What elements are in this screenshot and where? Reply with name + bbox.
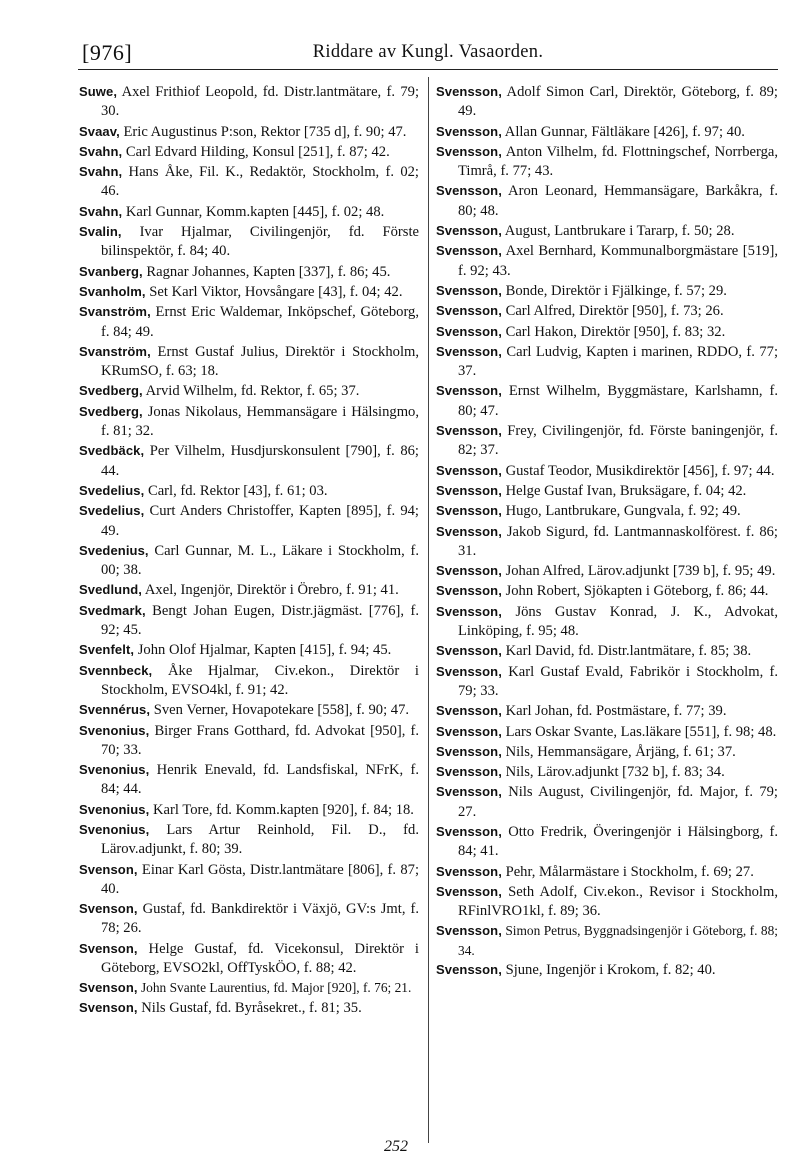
entry-details: Curt Anders Christoffer, Kapten [895], f. 94; 49. bbox=[101, 503, 419, 539]
entry-details: Nils August, Civilingenjör, fd. Major, f. 79; 27. bbox=[458, 784, 778, 820]
entry-surname: Svahn, bbox=[79, 143, 123, 159]
entry-surname: Svensson, bbox=[436, 523, 502, 539]
entry-details: Nils, Hemmansägare, Årjäng, f. 61; 37. bbox=[501, 743, 736, 760]
register-entry bbox=[436, 481, 778, 501]
register-entry bbox=[79, 402, 419, 442]
entry-surname: Svensson, bbox=[436, 143, 502, 159]
entry-details: Helge Gustaf Ivan, Bruksägare, f. 04; 42. bbox=[501, 482, 747, 499]
entry-surname: Svensson, bbox=[436, 962, 502, 978]
right-column bbox=[436, 82, 778, 980]
page-header bbox=[78, 36, 778, 66]
entry-details: Birger Frans Gotthard, fd. Advokat [950], f. 70; 33. bbox=[101, 722, 419, 758]
register-entry bbox=[79, 661, 419, 701]
register-entry bbox=[436, 142, 778, 182]
entry-surname: Svenonius, bbox=[79, 821, 150, 837]
entry-details: Adolf Simon Carl, Direktör, Göteborg, f. 89; 49. bbox=[458, 84, 778, 120]
register-entry bbox=[436, 501, 778, 521]
register-entry bbox=[79, 541, 419, 581]
entry-details: Allan Gunnar, Fältläkare [426], f. 97; 40. bbox=[501, 123, 745, 140]
register-entry bbox=[79, 122, 419, 142]
entry-surname: Svedberg, bbox=[79, 383, 143, 399]
entry-surname: Suwe, bbox=[79, 84, 118, 99]
register-entry bbox=[79, 721, 419, 761]
entry-details: Gustaf Teodor, Musikdirektör [456], f. 97; 44. bbox=[501, 462, 775, 479]
page-folio: 252 bbox=[384, 1138, 408, 1155]
register-entry bbox=[79, 381, 419, 401]
entry-surname: Svenson, bbox=[79, 901, 138, 917]
entry-surname: Svensson, bbox=[436, 323, 502, 339]
register-entry bbox=[79, 640, 419, 660]
entry-details: Sven Verner, Hovapotekare [558], f. 90; 47. bbox=[150, 702, 410, 719]
register-entry bbox=[79, 601, 419, 641]
register-entry bbox=[436, 301, 778, 321]
register-entry bbox=[436, 281, 778, 301]
entry-surname: Svensson, bbox=[436, 603, 502, 619]
page-number: [976] bbox=[82, 40, 133, 65]
entry-details: Carl Hakon, Direktör [950], f. 83; 32. bbox=[501, 323, 726, 340]
register-entry bbox=[79, 760, 419, 800]
entry-surname: Svensson, bbox=[436, 563, 502, 579]
entry-details: Sjune, Ingenjör i Krokom, f. 82; 40. bbox=[501, 962, 716, 979]
entry-details: Frey, Civilingenjör, fd. Förste baningenjör, f. 82; 37. bbox=[458, 423, 778, 459]
entry-details: Aron Leonard, Hemmansägare, Barkåkra, f. 80; 48. bbox=[458, 183, 778, 219]
entry-details: Carl Ludvig, Kapten i marinen, RDDO, f. 77; 37. bbox=[458, 343, 778, 380]
entry-surname: Svensson, bbox=[436, 282, 502, 298]
entry-details: Arvid Wilhelm, fd. Rektor, f. 65; 37. bbox=[142, 383, 360, 400]
entry-details: John Olof Hjalmar, Kapten [415], f. 94; 45. bbox=[134, 642, 392, 659]
register-entry bbox=[79, 820, 419, 860]
entry-surname: Svanholm, bbox=[79, 283, 146, 299]
register-entry bbox=[436, 581, 778, 601]
entry-surname: Svensson, bbox=[436, 723, 502, 739]
register-entry bbox=[79, 998, 419, 1018]
column-divider bbox=[428, 77, 429, 1143]
register-entry bbox=[79, 342, 419, 382]
entry-details: Eric Augustinus P:son, Rektor [735 d], f. 90; 47. bbox=[119, 123, 407, 140]
entry-surname: Svensson, bbox=[436, 462, 502, 478]
entry-surname: Svedenius, bbox=[79, 542, 149, 558]
register-entry bbox=[436, 602, 778, 642]
entry-surname: Svenonius, bbox=[79, 801, 150, 817]
entry-details: Nils, Lärov.adjunkt [732 b], f. 83; 34. bbox=[501, 764, 725, 781]
entry-details: Carl, fd. Rektor [43], f. 61; 03. bbox=[144, 482, 328, 499]
entry-surname: Svensson, bbox=[436, 482, 502, 498]
entry-surname: Svennbeck, bbox=[79, 662, 153, 678]
entry-details: Carl Gunnar, M. L., Läkare i Stockholm, f. 00; 38. bbox=[101, 542, 419, 579]
entry-details: Set Karl Viktor, Hovsångare [43], f. 04; 42. bbox=[145, 283, 403, 300]
entry-surname: Svensson, bbox=[436, 923, 502, 939]
entry-surname: Svahn, bbox=[79, 203, 123, 219]
entry-details: John Svante Laurentius, fd. Major [920], f. 76; 21. bbox=[137, 980, 412, 996]
entry-details: Karl David, fd. Distr.lantmätare, f. 85; 38. bbox=[501, 643, 752, 660]
register-entry bbox=[436, 82, 778, 122]
entry-surname: Svensson, bbox=[436, 223, 502, 239]
register-entry bbox=[79, 142, 419, 162]
entry-details: Axel Frithiof Leopold, fd. Distr.lantmätare, f. 79; 30. bbox=[101, 84, 419, 120]
entry-details: Karl Johan, fd. Postmästare, f. 77; 39. bbox=[501, 703, 727, 720]
running-title: Riddare av Kungl. Vasaorden. bbox=[312, 42, 544, 62]
entry-details: Nils Gustaf, fd. Byråsekret., f. 81; 35. bbox=[137, 999, 362, 1016]
entry-surname: Svensson, bbox=[436, 383, 502, 399]
entry-details: John Robert, Sjökapten i Göteborg, f. 86; 44. bbox=[501, 583, 769, 600]
register-entry bbox=[79, 202, 419, 222]
entry-surname: Svanberg, bbox=[79, 263, 143, 279]
register-entry bbox=[79, 162, 419, 202]
register-entry bbox=[436, 122, 778, 142]
entry-details: Otto Fredrik, Överingenjör i Hälsingborg, f. 84; 41. bbox=[458, 823, 778, 860]
register-entry bbox=[79, 899, 419, 939]
entry-surname: Svedberg, bbox=[79, 403, 143, 419]
entry-surname: Svensson, bbox=[436, 183, 502, 199]
entry-details: Johan Alfred, Lärov.adjunkt [739 b], f. 95; 49. bbox=[501, 563, 776, 580]
entry-surname: Svaav, bbox=[79, 123, 120, 139]
register-entry bbox=[436, 782, 778, 822]
entry-surname: Svedelius, bbox=[79, 503, 145, 519]
entry-surname: Svanström, bbox=[79, 343, 151, 359]
entry-details: Henrik Enevald, fd. Landsfiskal, NFrK, f. 84; 44. bbox=[101, 762, 419, 798]
entry-surname: Svedmark, bbox=[79, 602, 146, 618]
entry-details: Axel, Ingenjör, Direktör i Örebro, f. 91; 41. bbox=[142, 582, 399, 599]
register-entry bbox=[79, 700, 419, 720]
entry-surname: Svensson, bbox=[436, 703, 502, 719]
entry-details: Axel Bernhard, Kommunalborgmästare [519], f. 92; 43. bbox=[458, 243, 778, 279]
entry-details: Simon Petrus, Byggnadsingenjör i Göteborg, f. 88; 34. bbox=[458, 923, 778, 958]
register-entry bbox=[436, 641, 778, 661]
entry-details: Gustaf, fd. Bankdirektör i Växjö, GV:s Jmt, f. 78; 26. bbox=[101, 901, 419, 937]
entry-details: Ernst Gustaf Julius, Direktör i Stockholm, KRumSO, f. 63; 18. bbox=[101, 343, 419, 380]
entry-surname: Svensson, bbox=[436, 663, 502, 679]
entry-surname: Svensson, bbox=[436, 883, 502, 899]
register-entry bbox=[436, 342, 778, 382]
entry-details: Åke Hjalmar, Civ.ekon., Direktör i Stockholm, EVSO4kl, f. 91; 42. bbox=[101, 662, 419, 698]
entry-surname: Svenonius, bbox=[79, 762, 150, 778]
left-column bbox=[79, 82, 419, 1018]
entry-surname: Svahn, bbox=[79, 164, 123, 180]
entry-details: August, Lantbrukare i Tararp, f. 50; 28. bbox=[501, 223, 735, 240]
entry-details: Karl Tore, fd. Komm.kapten [920], f. 84; 18. bbox=[149, 801, 414, 818]
entry-details: Per Vilhelm, Husdjurskonsulent [790], f. 86; 44. bbox=[101, 443, 419, 479]
register-entry bbox=[436, 322, 778, 342]
entry-details: Jakob Sigurd, fd. Lantmannaskolförest. f. 86; 31. bbox=[458, 523, 778, 559]
entry-surname: Svenonius, bbox=[79, 722, 150, 738]
entry-surname: Svenson, bbox=[79, 999, 138, 1015]
register-entry bbox=[436, 882, 778, 922]
entry-details: Bonde, Direktör i Fjälkinge, f. 57; 29. bbox=[501, 282, 727, 299]
entry-surname: Svensson, bbox=[436, 243, 502, 259]
entry-details: Hugo, Lantbrukare, Gungvala, f. 92; 49. bbox=[501, 503, 741, 520]
entry-surname: Svenfelt, bbox=[79, 642, 135, 658]
register-entry bbox=[79, 222, 419, 262]
entry-surname: Svensson, bbox=[436, 583, 502, 599]
register-entry bbox=[79, 860, 419, 900]
entry-details: Lars Oskar Svante, Las.läkare [551], f. 98; 48. bbox=[501, 723, 777, 740]
entry-details: Carl Edvard Hilding, Konsul [251], f. 87; 42. bbox=[122, 143, 390, 160]
register-entry bbox=[436, 241, 778, 281]
entry-surname: Svensson, bbox=[436, 123, 502, 139]
entry-details: Seth Adolf, Civ.ekon., Revisor i Stockholm, RFinlVRO1kl, f. 89; 36. bbox=[458, 883, 778, 920]
register-entry bbox=[436, 181, 778, 221]
entry-surname: Svanström, bbox=[79, 304, 151, 320]
entry-details: Hans Åke, Fil. K., Redaktör, Stockholm, f. 02; 46. bbox=[101, 164, 419, 200]
register-entry bbox=[436, 960, 778, 980]
entry-details: Karl Gunnar, Komm.kapten [445], f. 02; 48. bbox=[122, 203, 385, 220]
register-entry bbox=[436, 561, 778, 581]
register-entry bbox=[79, 82, 419, 122]
entry-surname: Svenson, bbox=[79, 980, 138, 996]
register-entry bbox=[436, 221, 778, 241]
entry-details: Jöns Gustav Konrad, J. K., Advokat, Linköping, f. 95; 48. bbox=[458, 603, 778, 640]
register-entry bbox=[436, 762, 778, 782]
entry-surname: Svensson, bbox=[436, 643, 502, 659]
register-entry bbox=[79, 262, 419, 282]
entry-details: Pehr, Målarmästare i Stockholm, f. 69; 27. bbox=[501, 863, 754, 880]
entry-surname: Svensson, bbox=[436, 743, 502, 759]
register-entry bbox=[436, 381, 778, 421]
entry-surname: Svedelius, bbox=[79, 482, 145, 498]
entry-surname: Svenson, bbox=[79, 940, 138, 956]
entry-surname: Svensson, bbox=[436, 863, 502, 879]
register-entry bbox=[79, 481, 419, 501]
entry-details: Ragnar Johannes, Kapten [337], f. 86; 45. bbox=[142, 263, 391, 280]
register-entry bbox=[436, 662, 778, 702]
register-entry bbox=[436, 701, 778, 721]
register-entry bbox=[79, 501, 419, 541]
register-entry bbox=[436, 461, 778, 481]
register-entry bbox=[436, 722, 778, 742]
register-entry bbox=[436, 421, 778, 461]
header-rule bbox=[78, 69, 778, 70]
entry-surname: Svedlund, bbox=[79, 582, 143, 598]
entry-details: Lars Artur Reinhold, Fil. D., fd. Lärov.adjunkt, f. 80; 39. bbox=[101, 821, 419, 858]
entry-surname: Svensson, bbox=[436, 84, 502, 99]
entry-details: Ivar Hjalmar, Civilingenjör, fd. Förste bilinspektör, f. 84; 40. bbox=[101, 224, 419, 260]
register-entry bbox=[436, 742, 778, 762]
entry-details: Karl Gustaf Evald, Fabrikör i Stockholm, f. 79; 33. bbox=[458, 663, 778, 699]
entry-surname: Svenson, bbox=[79, 861, 138, 877]
entry-details: Jonas Nikolaus, Hemmansägare i Hälsingmo, f. 81; 32. bbox=[101, 403, 419, 440]
entry-details: Ernst Eric Waldemar, Inköpschef, Göteborg, f. 84; 49. bbox=[101, 304, 419, 340]
entry-surname: Svalin, bbox=[79, 224, 122, 240]
entry-details: Anton Vilhelm, fd. Flottningschef, Norrberga, Timrå, f. 77; 43. bbox=[458, 143, 778, 180]
register-entry bbox=[436, 862, 778, 882]
register-entry bbox=[436, 822, 778, 862]
entry-details: Carl Alfred, Direktör [950], f. 73; 26. bbox=[501, 303, 724, 320]
entry-details: Bengt Johan Eugen, Distr.jägmäst. [776], f. 92; 45. bbox=[101, 602, 419, 639]
register-entry bbox=[79, 441, 419, 481]
register-entry bbox=[79, 978, 419, 997]
entry-surname: Svensson, bbox=[436, 764, 502, 780]
entry-surname: Svensson, bbox=[436, 823, 502, 839]
entry-surname: Svensson, bbox=[436, 303, 502, 319]
entry-surname: Svensson, bbox=[436, 423, 502, 439]
register-entry bbox=[79, 800, 419, 820]
entry-surname: Svedbäck, bbox=[79, 443, 145, 459]
entry-details: Helge Gustaf, fd. Vicekonsul, Direktör i Göteborg, EVSO2kl, OffTyskÖO, f. 88; 42. bbox=[101, 940, 419, 977]
register-entry bbox=[79, 302, 419, 342]
entry-surname: Svennérus, bbox=[79, 702, 151, 718]
entry-surname: Svensson, bbox=[436, 503, 502, 519]
entry-details: Ernst Wilhelm, Byggmästare, Karlshamn, f. 80; 47. bbox=[458, 383, 778, 419]
entry-surname: Svensson, bbox=[436, 343, 502, 359]
register-entry bbox=[79, 580, 419, 600]
register-entry bbox=[79, 282, 419, 302]
register-entry bbox=[436, 522, 778, 562]
entry-surname: Svensson, bbox=[436, 784, 502, 800]
entry-details: Einar Karl Gösta, Distr.lantmätare [806], f. 87; 40. bbox=[101, 861, 419, 897]
register-entry bbox=[79, 939, 419, 979]
register-entry bbox=[436, 921, 778, 960]
